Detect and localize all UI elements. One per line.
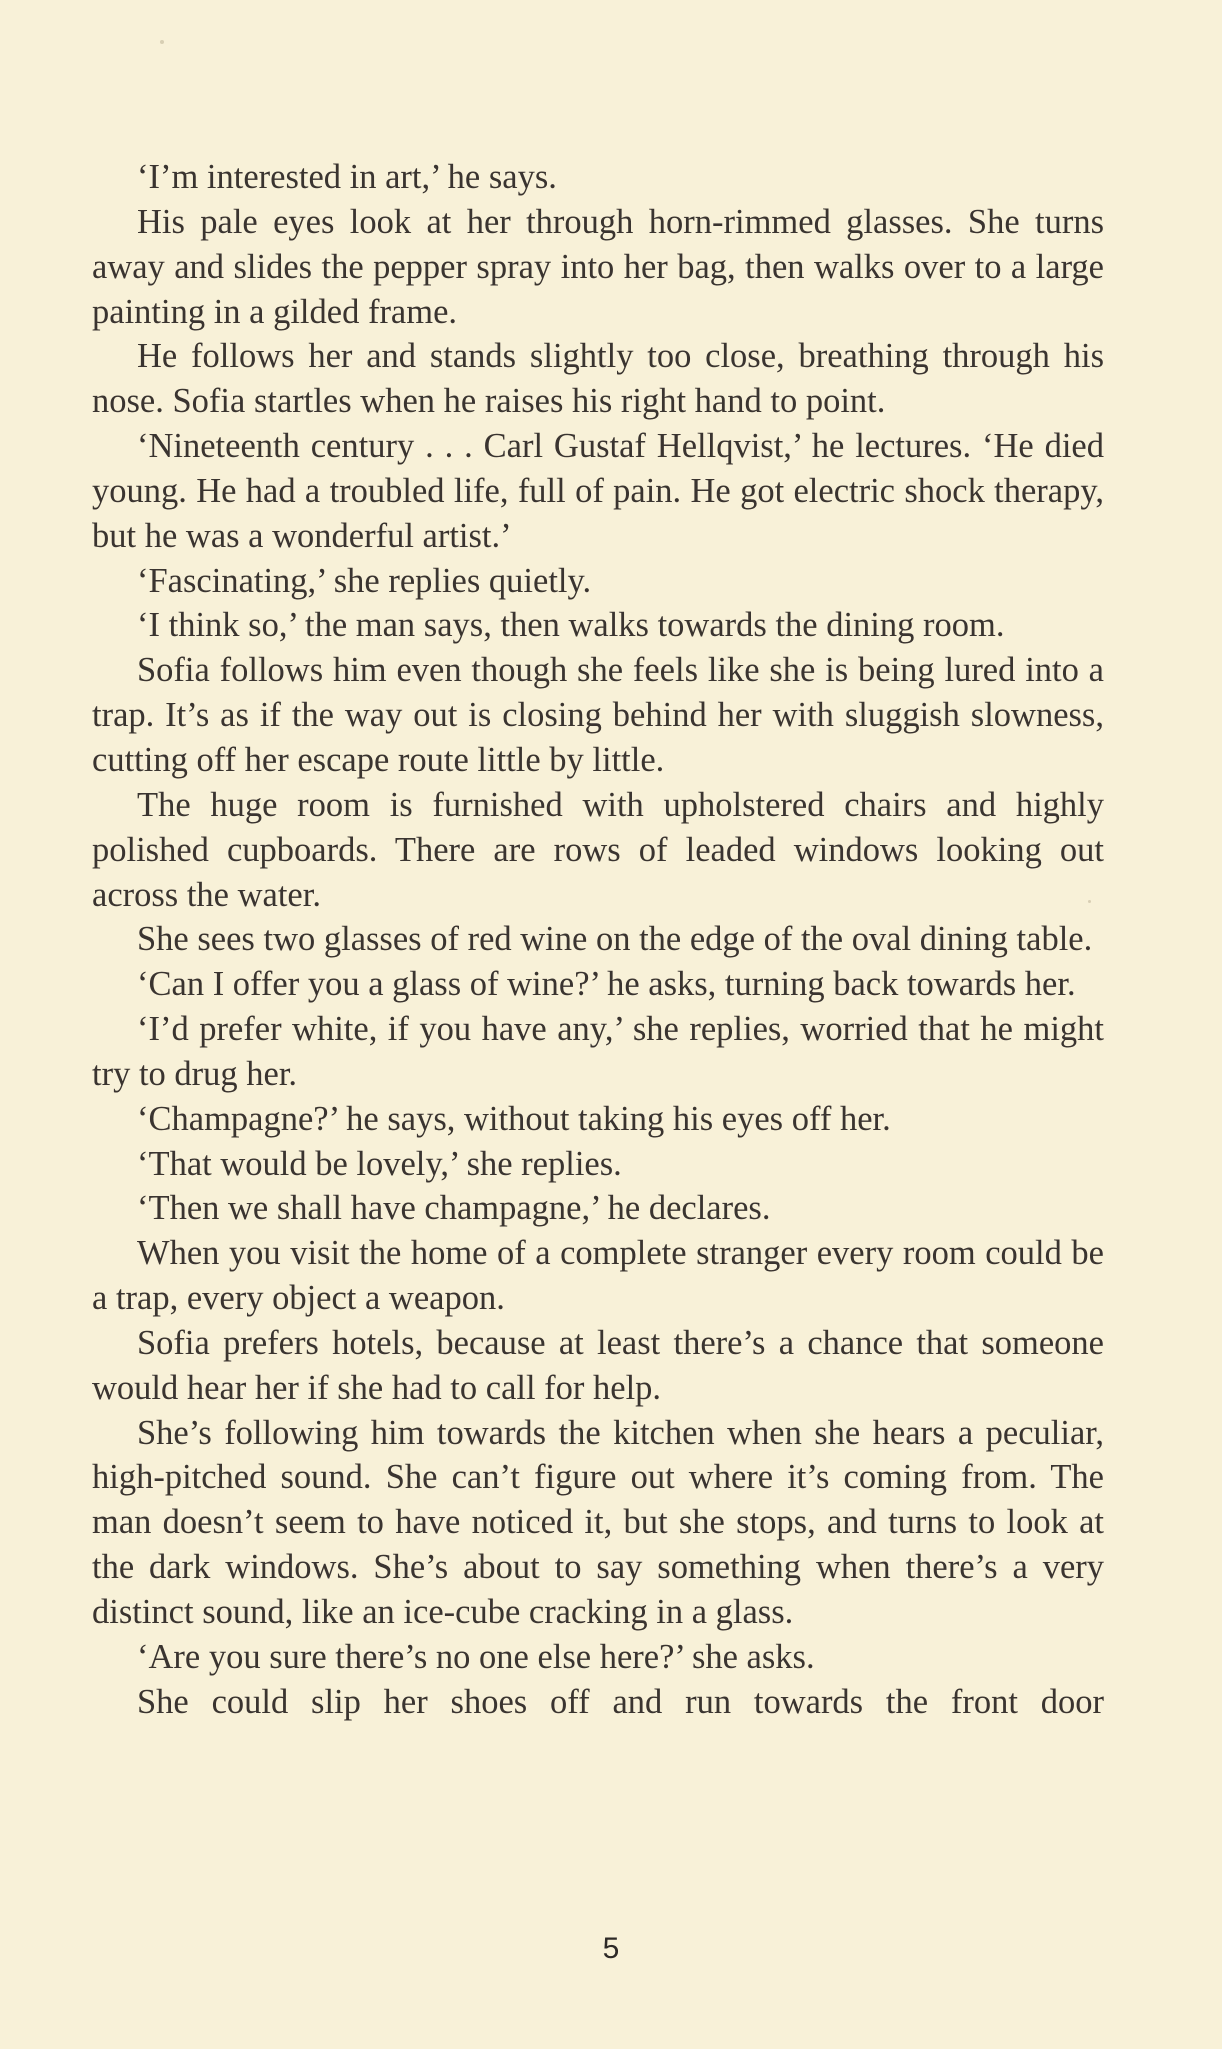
paragraph: ‘I’m interested in art,’ he says. [137, 158, 557, 196]
paragraph: ‘Champagne?’ he says, without taking his eyes off her. [137, 1099, 891, 1138]
body-text [92, 155, 1104, 1725]
paragraph: His pale eyes look at her through horn-rimmed glasses. She turns away and slides the pepper spray into her bag, then walks over to a large painting in a gilded frame. [92, 202, 1104, 331]
paragraph: When you visit the home of a complete stranger every room could be a trap, every object a weapon. [92, 1234, 1104, 1318]
paragraph: ‘Then we shall have champagne,’ he declares. [137, 1189, 771, 1228]
paragraph: She’s following him towards the kitchen when she hears a peculiar, high-pitched sound. She can’t figure out where it’s coming from. The man doesn’t seem to have noticed it, but she stops, and turns to look at the dark windows. She’s about to say something when there’s a very distinct sound, like an ice-cube cracking in a glass. [92, 1413, 1104, 1631]
paragraph: Sofia follows him even though she feels like she is being lured into a trap. It’s as if the way out is closing behind her with sluggish slowness, cutting off her escape route little by little. [92, 651, 1104, 779]
paragraph: ‘Can I offer you a glass of wine?’ he asks, turning back towards her. [137, 965, 1076, 1004]
paragraph: She sees two glasses of red wine on the edge of the oval dining table. [137, 920, 1093, 959]
paragraph: ‘I think so,’ the man says, then walks towards the dining room. [137, 606, 1005, 645]
paragraph: ‘Are you sure there’s no one else here?’ she asks. [137, 1637, 815, 1676]
page-number: 5 [602, 1932, 620, 1965]
scan-speck [160, 40, 164, 44]
paragraph: ‘Fascinating,’ she replies quietly. [137, 561, 592, 600]
paragraph: ‘That would be lovely,’ she replies. [137, 1144, 622, 1183]
paragraph: ‘I’d prefer white, if you have any,’ she replies, worried that he might try to drug her. [92, 1010, 1104, 1093]
paragraph: She could slip her shoes off and run towards the front door [137, 1682, 1104, 1721]
paragraph: ‘Nineteenth century . . . Carl Gustaf Hellqvist,’ he lectures. ‘He died young. He had a troubled life, full of pain. He got electric shock therapy, but he was a wonderful artist.’ [92, 427, 1104, 555]
paragraph: Sofia prefers hotels, because at least there’s a chance that someone would hear her if she had to call for help. [92, 1323, 1104, 1407]
paragraph: He follows her and stands slightly too close, breathing through his nose. Sofia startles when he raises his right hand to point. [92, 337, 1104, 421]
paragraph: The huge room is furnished with upholstered chairs and highly polished cupboards. There are rows of leaded windows looking out across the water. [92, 785, 1104, 914]
